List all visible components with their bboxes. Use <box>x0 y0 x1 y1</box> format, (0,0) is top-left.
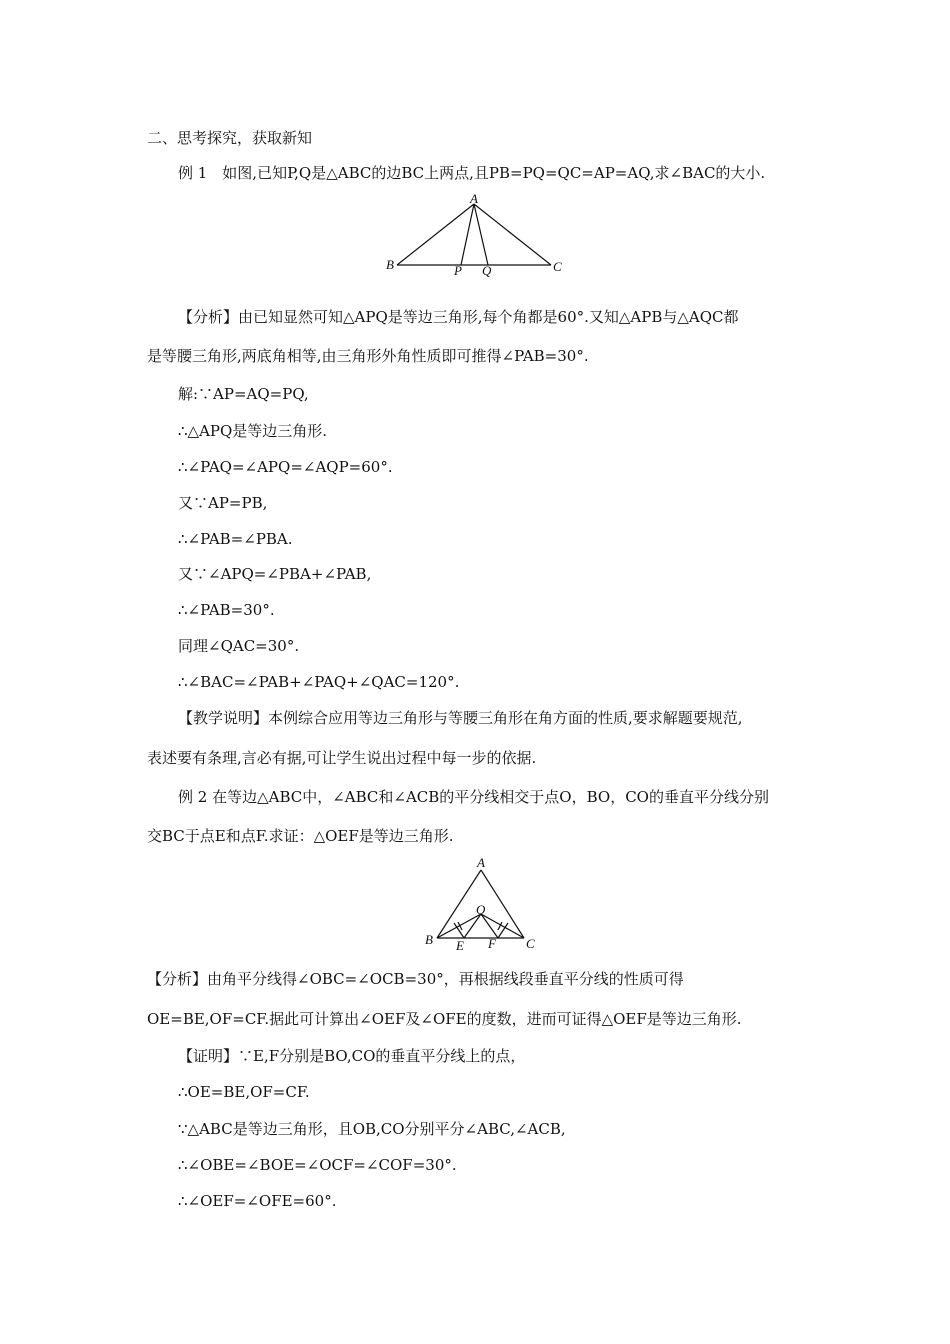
label-q: Q <box>482 263 492 278</box>
label-b: B <box>386 257 394 272</box>
triangle-ac <box>481 870 524 938</box>
solution-line-4: 又∵AP=PB, <box>178 494 268 512</box>
solution-line-3: ∴∠PAQ=∠APQ=∠AQP=60°. <box>178 458 393 476</box>
segment-co <box>481 914 524 938</box>
label-f: F <box>488 936 496 951</box>
label-e: E <box>456 938 464 953</box>
label-b: B <box>425 932 433 947</box>
proof-line-3: ∵△ABC是等边三角形，且OB,CO分别平分∠ABC,∠ACB, <box>178 1120 566 1138</box>
solution-line-5: ∴∠PAB=∠PBA. <box>178 530 293 548</box>
example1-problem: 例 1 如图,已知P,Q是△ABC的边BC上两点,且PB=PQ=QC=AP=AQ,求∠BAC的大小. <box>178 164 766 182</box>
proof-line-5: ∴∠OEF=∠OFE=60°. <box>178 1192 337 1210</box>
proof-line-2: ∴OE=BE,OF=CF. <box>178 1083 310 1101</box>
example2-problem-line1: 例 2 在等边△ABC中，∠ABC和∠ACB的平分线相交于点O，BO，CO的垂直平分线分别 <box>178 788 769 806</box>
teaching-note-line2: 表述要有条理,言必有据,可让学生说出过程中每一步的依据. <box>147 749 537 767</box>
solution-line-8: 同理∠QAC=30°. <box>178 637 300 655</box>
proof-line-1: 【证明】∵E,F分别是BO,CO的垂直平分线上的点， <box>178 1047 526 1065</box>
label-o: O <box>476 902 486 917</box>
example1-figure <box>380 192 580 282</box>
label-a: A <box>477 856 485 870</box>
example1-analysis-line2: 是等腰三角形,两底角相等,由三角形外角性质即可推得∠PAB=30°. <box>147 347 589 365</box>
bisector-f <box>498 923 508 938</box>
teaching-note-line1: 【教学说明】本例综合应用等边三角形与等腰三角形在角方面的性质,要求解题要规范, <box>178 709 743 727</box>
segment-oe <box>464 914 481 938</box>
label-p: P <box>454 263 462 278</box>
label-c: C <box>526 936 535 951</box>
section-heading: 二、思考探究，获取新知 <box>147 129 313 147</box>
example2-problem-line2: 交BC于点E和点F.求证：△OEF是等边三角形. <box>147 827 454 845</box>
triangle-ab <box>437 870 481 938</box>
example2-analysis-line2: OE=BE,OF=CF.据此可计算出∠OEF及∠OFE的度数，进而可证得△OEF是等边三角形. <box>147 1010 742 1028</box>
segment-bo <box>437 914 481 938</box>
solution-line-2: ∴△APQ是等边三角形. <box>178 422 328 440</box>
proof-line-4: ∴∠OBE=∠BOE=∠OCF=∠COF=30°. <box>178 1156 457 1174</box>
example2-analysis-line1: 【分析】由角平分线得∠OBC=∠OCB=30°，再根据线段垂直平分线的性质可得 <box>147 970 684 988</box>
label-a: A <box>470 192 478 206</box>
solution-line-1: 解:∵AP=AQ=PQ, <box>178 385 309 403</box>
solution-line-6: 又∵∠APQ=∠PBA+∠PAB, <box>178 565 372 583</box>
solution-line-9: ∴∠BAC=∠PAB+∠PAQ+∠QAC=120°. <box>178 673 460 691</box>
example1-analysis-line1: 【分析】由已知显然可知△APQ是等边三角形,每个角都是60°.又知△APB与△AQC都 <box>178 308 739 326</box>
segment-of <box>481 914 498 938</box>
solution-line-7: ∴∠PAB=30°. <box>178 601 275 619</box>
example2-figure <box>420 856 540 956</box>
label-c: C <box>553 259 562 274</box>
